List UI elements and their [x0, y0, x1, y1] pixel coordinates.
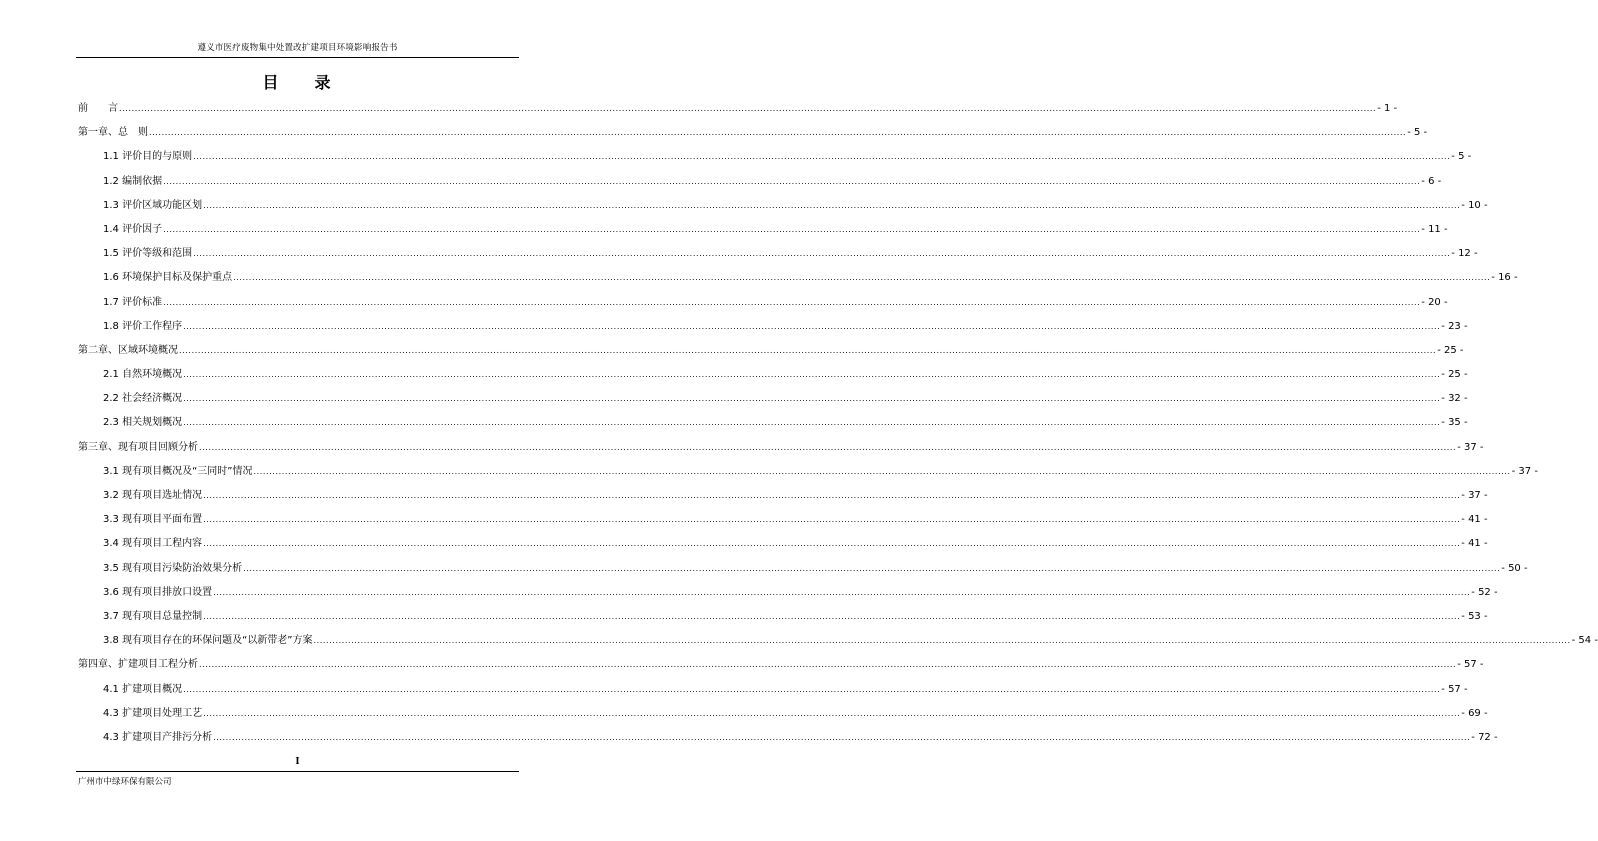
- toc-entry-label: 1.8 评价工作程序: [103, 320, 183, 332]
- toc-title-right: 录: [314, 73, 333, 92]
- toc-entry-page: - 50 -: [1501, 562, 1528, 574]
- toc-entry-page: - 37 -: [1461, 490, 1488, 501]
- toc-dot-leader: ................................................................................................................................................................................................................................................................................................................................................................................................................: [183, 418, 1441, 428]
- toc-entry-page: - 10 -: [1461, 199, 1488, 211]
- toc-entry-page: - 5 -: [1451, 151, 1472, 163]
- toc-dot-leader: ................................................................................................................................................................................................................................................................................................................................................................................................................: [119, 104, 1377, 113]
- toc-entry[interactable]: [78, 557, 1528, 581]
- toc-entry-page: - 12 -: [1451, 248, 1478, 260]
- toc-entry[interactable]: [78, 97, 1398, 121]
- toc-entry-page: - 32 -: [1441, 393, 1468, 405]
- toc-entry-page: - 5 -: [1407, 127, 1428, 139]
- header-divider: [76, 57, 519, 58]
- toc-entry-label: 第四章、扩建项目工程分析: [78, 659, 198, 671]
- toc-entry-label: 第三章、现有项目回顾分析: [78, 441, 198, 453]
- toc-entry-page: - 69 -: [1461, 707, 1488, 719]
- toc-entry-label: 3.8 现有项目存在的环保问题及“以新带老”方案: [103, 635, 313, 647]
- toc-entry[interactable]: [78, 315, 1468, 339]
- toc-entry[interactable]: [78, 702, 1488, 726]
- page-number: I: [295, 757, 300, 767]
- toc-entry[interactable]: [78, 581, 1498, 605]
- toc-dot-leader: ................................................................................................................................................................................................................................................................................................................................................................................................................: [193, 249, 1451, 259]
- toc-title: [0, 70, 595, 93]
- toc-dot-leader: ................................................................................................................................................................................................................................................................................................................................................................................................................: [203, 539, 1461, 549]
- toc-dot-leader: ................................................................................................................................................................................................................................................................................................................................................................................................................: [163, 176, 1421, 186]
- toc-dot-leader: ................................................................................................................................................................................................................................................................................................................................................................................................................: [183, 321, 1441, 331]
- toc-entry[interactable]: [78, 460, 1538, 484]
- toc-dot-leader: ................................................................................................................................................................................................................................................................................................................................................................................................................: [313, 636, 1571, 646]
- toc-entry-label: 3.5 现有项目污染防治效果分析: [103, 562, 243, 574]
- toc-entry-label: 3.7 现有项目总量控制: [103, 610, 203, 622]
- toc-entry[interactable]: [78, 629, 1598, 653]
- toc-entry[interactable]: [78, 291, 1448, 315]
- toc-entry-label: 1.4 评价因子: [103, 223, 163, 235]
- toc-entry-page: - 23 -: [1441, 320, 1468, 332]
- toc-entry-label: 3.2 现有项目选址情况: [103, 490, 203, 501]
- toc-entry-label: 2.3 相关规划概况: [103, 417, 183, 429]
- toc-entry-label: 3.1 现有项目概况及“三同时”情况: [103, 465, 253, 477]
- toc-dot-leader: ................................................................................................................................................................................................................................................................................................................................................................................................................: [183, 370, 1441, 380]
- toc-entry-page: - 6 -: [1421, 175, 1442, 187]
- toc-entry[interactable]: [78, 121, 1428, 145]
- toc-entry-page: - 52 -: [1471, 586, 1498, 598]
- toc-entry[interactable]: [78, 194, 1488, 218]
- toc-entry[interactable]: [78, 436, 1484, 460]
- toc-entry[interactable]: [78, 653, 1484, 677]
- toc-dot-leader: ................................................................................................................................................................................................................................................................................................................................................................................................................: [203, 611, 1461, 621]
- toc-entry[interactable]: [78, 678, 1468, 702]
- toc-dot-leader: ................................................................................................................................................................................................................................................................................................................................................................................................................: [149, 128, 1407, 138]
- toc-entry-label: 3.4 现有项目工程内容: [103, 538, 203, 550]
- toc-entry-label: 1.5 评价等级和范围: [103, 248, 193, 260]
- toc-dot-leader: ................................................................................................................................................................................................................................................................................................................................................................................................................: [203, 515, 1461, 525]
- toc-dot-leader: ................................................................................................................................................................................................................................................................................................................................................................................................................: [213, 732, 1471, 742]
- toc-entry-page: - 16 -: [1491, 272, 1518, 284]
- toc-entry-page: - 57 -: [1457, 659, 1484, 671]
- toc-entry-page: - 41 -: [1461, 514, 1488, 526]
- toc-entry-label: 3.3 现有项目平面布置: [103, 514, 203, 526]
- toc-dot-leader: ................................................................................................................................................................................................................................................................................................................................................................................................................: [243, 563, 1501, 573]
- toc-entry-page: - 72 -: [1471, 731, 1498, 743]
- toc-entry-label: 1.2 编制依据: [103, 175, 163, 187]
- toc-dot-leader: ................................................................................................................................................................................................................................................................................................................................................................................................................: [199, 442, 1457, 452]
- toc-entry[interactable]: [78, 484, 1488, 508]
- toc-entry-page: - 54 -: [1571, 635, 1598, 647]
- toc-dot-leader: ................................................................................................................................................................................................................................................................................................................................................................................................................: [253, 466, 1511, 476]
- toc-dot-leader: ................................................................................................................................................................................................................................................................................................................................................................................................................: [213, 587, 1471, 597]
- toc-entry[interactable]: [78, 726, 1498, 750]
- toc-entry-label: 2.2 社会经济概况: [103, 393, 183, 405]
- table-of-contents: [78, 97, 1598, 750]
- toc-entry-label: 1.7 评价标准: [103, 296, 163, 308]
- toc-dot-leader: ................................................................................................................................................................................................................................................................................................................................................................................................................: [163, 297, 1421, 307]
- toc-entry[interactable]: [78, 339, 1464, 363]
- toc-entry[interactable]: [78, 266, 1518, 290]
- toc-dot-leader: ................................................................................................................................................................................................................................................................................................................................................................................................................: [179, 345, 1437, 355]
- toc-entry-label: 1.6 环境保护目标及保护重点: [103, 272, 233, 284]
- toc-entry-label: 4.3 扩建项目处理工艺: [103, 707, 203, 719]
- toc-entry-page: - 20 -: [1421, 296, 1448, 308]
- toc-entry-page: - 57 -: [1441, 683, 1468, 695]
- toc-entry[interactable]: [78, 363, 1468, 387]
- footer-divider: [76, 771, 519, 772]
- toc-dot-leader: ................................................................................................................................................................................................................................................................................................................................................................................................................: [233, 273, 1491, 283]
- toc-entry-label: 4.3 扩建项目产排污分析: [103, 731, 213, 743]
- toc-entry-label: 前 言: [78, 103, 118, 114]
- toc-entry[interactable]: [78, 218, 1448, 242]
- toc-dot-leader: ................................................................................................................................................................................................................................................................................................................................................................................................................: [183, 684, 1441, 694]
- toc-dot-leader: ................................................................................................................................................................................................................................................................................................................................................................................................................: [163, 224, 1421, 234]
- toc-entry[interactable]: [78, 170, 1442, 194]
- toc-entry-label: 3.6 现有项目排放口设置: [103, 586, 213, 598]
- toc-entry-page: - 25 -: [1437, 344, 1464, 356]
- toc-entry-label: 第一章、总 则: [78, 127, 148, 139]
- toc-entry-page: - 25 -: [1441, 369, 1468, 381]
- toc-entry-label: 4.1 扩建项目概况: [103, 683, 183, 695]
- toc-entry[interactable]: [78, 145, 1472, 169]
- toc-dot-leader: ................................................................................................................................................................................................................................................................................................................................................................................................................: [203, 491, 1461, 500]
- toc-dot-leader: ................................................................................................................................................................................................................................................................................................................................................................................................................: [199, 660, 1457, 670]
- toc-entry[interactable]: [78, 605, 1488, 629]
- toc-entry-label: 2.1 自然环境概况: [103, 369, 183, 381]
- toc-title-left: 目: [262, 73, 281, 92]
- toc-entry[interactable]: [78, 532, 1488, 556]
- toc-dot-leader: ................................................................................................................................................................................................................................................................................................................................................................................................................: [183, 394, 1441, 404]
- toc-entry-label: 1.1 评价目的与原则: [103, 151, 193, 163]
- toc-entry[interactable]: [78, 508, 1488, 532]
- toc-entry-page: - 37 -: [1511, 465, 1538, 477]
- toc-entry-label: 第二章、区域环境概况: [78, 344, 178, 356]
- toc-dot-leader: ................................................................................................................................................................................................................................................................................................................................................................................................................: [203, 200, 1461, 210]
- toc-entry[interactable]: [78, 242, 1478, 266]
- toc-entry-page: - 35 -: [1441, 417, 1468, 429]
- toc-entry-label: 1.3 评价区域功能区划: [103, 199, 203, 211]
- toc-dot-leader: ................................................................................................................................................................................................................................................................................................................................................................................................................: [193, 152, 1451, 162]
- toc-entry-page: - 11 -: [1421, 223, 1448, 235]
- toc-entry-page: - 41 -: [1461, 538, 1488, 550]
- toc-dot-leader: ................................................................................................................................................................................................................................................................................................................................................................................................................: [203, 708, 1461, 718]
- toc-entry[interactable]: [78, 387, 1468, 411]
- toc-entry-page: - 53 -: [1461, 610, 1488, 622]
- page-header-title: 遵义市医疗废物集中处置改扩建项目环境影响报告书: [197, 43, 398, 53]
- toc-entry[interactable]: [78, 411, 1468, 435]
- footer-company-name: 广州市中绿环保有限公司: [78, 777, 172, 787]
- toc-entry-page: - 37 -: [1457, 441, 1484, 453]
- toc-entry-page: - 1 -: [1377, 103, 1398, 114]
